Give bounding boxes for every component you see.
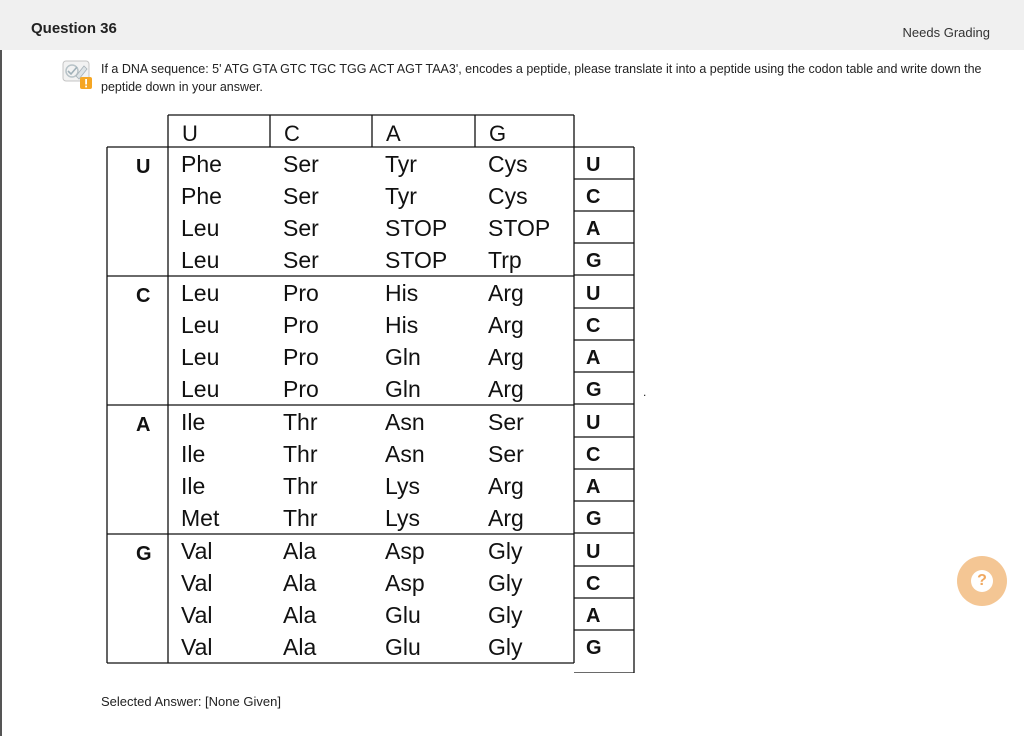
column-header: A xyxy=(386,121,401,146)
third-base-label: A xyxy=(586,347,601,369)
first-base-label: A xyxy=(136,414,151,436)
codon-table-image xyxy=(100,108,643,673)
amino-acid-cell: Lys xyxy=(385,473,420,499)
amino-acid-cell: Phe xyxy=(181,183,222,209)
amino-acid-cell: Gly xyxy=(488,570,523,596)
amino-acid-cell: Met xyxy=(181,505,220,531)
third-base-label: A xyxy=(586,218,601,240)
amino-acid-cell: Gly xyxy=(488,602,523,628)
amino-acid-cell: Tyr xyxy=(385,151,417,177)
grading-status: Needs Grading xyxy=(902,25,990,40)
amino-acid-cell: Gln xyxy=(385,376,421,402)
amino-acid-cell: Leu xyxy=(181,247,220,273)
question-title: Question 36 xyxy=(31,20,117,37)
amino-acid-cell: Glu xyxy=(385,602,421,628)
amino-acid-cell: Leu xyxy=(181,215,220,241)
third-base-label: C xyxy=(586,573,601,595)
third-base-label: G xyxy=(586,379,602,401)
amino-acid-cell: Pro xyxy=(283,376,319,402)
codon-table xyxy=(100,108,643,673)
amino-acid-cell: Asn xyxy=(385,441,425,467)
third-base-label: A xyxy=(586,476,601,498)
amino-acid-cell: Ser xyxy=(488,409,524,435)
amino-acid-cell: Cys xyxy=(488,151,528,177)
amino-acid-cell: Ile xyxy=(181,441,206,467)
third-base-label: U xyxy=(586,541,601,563)
amino-acid-cell: Asp xyxy=(385,538,425,564)
amino-acid-cell: Ser xyxy=(488,441,524,467)
amino-acid-cell: Tyr xyxy=(385,183,417,209)
third-base-label: G xyxy=(586,250,602,272)
third-base-label: U xyxy=(586,283,601,305)
amino-acid-cell: Ser xyxy=(283,183,319,209)
column-header: C xyxy=(284,121,300,146)
amino-acid-cell: His xyxy=(385,312,419,338)
trailing-mark: . xyxy=(643,385,647,399)
amino-acid-cell: STOP xyxy=(385,247,448,273)
amino-acid-cell: Leu xyxy=(181,280,220,306)
amino-acid-cell: STOP xyxy=(488,215,551,241)
amino-acid-cell: Ala xyxy=(283,538,317,564)
first-base-label: G xyxy=(136,543,152,565)
question-mark-icon: ? xyxy=(971,570,993,592)
amino-acid-cell: Thr xyxy=(283,473,318,499)
amino-acid-cell: Arg xyxy=(488,312,524,338)
help-button[interactable] xyxy=(957,556,1007,606)
amino-acid-cell: Gly xyxy=(488,634,523,660)
amino-acid-cell: Thr xyxy=(283,409,318,435)
amino-acid-cell: Cys xyxy=(488,183,528,209)
first-base-label: C xyxy=(136,285,151,307)
amino-acid-cell: Gln xyxy=(385,344,421,370)
amino-acid-cell: Thr xyxy=(283,505,318,531)
amino-acid-cell: Pro xyxy=(283,344,319,370)
amino-acid-cell: Val xyxy=(181,602,213,628)
third-base-label: A xyxy=(586,605,601,627)
amino-acid-cell: Glu xyxy=(385,634,421,660)
amino-acid-cell: Ile xyxy=(181,473,206,499)
third-base-label: G xyxy=(586,637,602,659)
amino-acid-cell: Ala xyxy=(283,634,317,660)
third-base-label: C xyxy=(586,444,601,466)
amino-acid-cell: Arg xyxy=(488,505,524,531)
amino-acid-cell: Gly xyxy=(488,538,523,564)
third-base-label: G xyxy=(586,508,602,530)
question-header xyxy=(0,0,1024,50)
amino-acid-cell: STOP xyxy=(385,215,448,241)
third-base-label: C xyxy=(586,186,601,208)
needs-grading-icon xyxy=(62,60,92,90)
amino-acid-cell: Ala xyxy=(283,570,317,596)
column-header: G xyxy=(489,121,507,146)
amino-acid-cell: Leu xyxy=(181,376,220,402)
amino-acid-cell: Ser xyxy=(283,247,319,273)
amino-acid-cell: Arg xyxy=(488,473,524,499)
amino-acid-cell: Asp xyxy=(385,570,425,596)
amino-acid-cell: Ser xyxy=(283,215,319,241)
amino-acid-cell: Thr xyxy=(283,441,318,467)
amino-acid-cell: Leu xyxy=(181,312,220,338)
column-header: U xyxy=(182,121,198,146)
amino-acid-cell: Ala xyxy=(283,602,317,628)
amino-acid-cell: Pro xyxy=(283,312,319,338)
question-text: If a DNA sequence: 5' ATG GTA GTC TGC TGG ACT AGT TAA3', encodes a peptide, please translate it into a peptide using the codon table and write down the peptide down in your answer. xyxy=(101,62,982,94)
third-base-label: U xyxy=(586,412,601,434)
amino-acid-cell: Lys xyxy=(385,505,420,531)
amino-acid-cell: Pro xyxy=(283,280,319,306)
amino-acid-cell: Trp xyxy=(488,247,522,273)
amino-acid-cell: Arg xyxy=(488,344,524,370)
amino-acid-cell: His xyxy=(385,280,419,306)
third-base-label: C xyxy=(586,315,601,337)
first-base-label: U xyxy=(136,156,151,178)
amino-acid-cell: Arg xyxy=(488,280,524,306)
amino-acid-cell: Ile xyxy=(181,409,206,435)
amino-acid-cell: Ser xyxy=(283,151,319,177)
amino-acid-cell: Asn xyxy=(385,409,425,435)
amino-acid-cell: Phe xyxy=(181,151,222,177)
amino-acid-cell: Val xyxy=(181,538,213,564)
amino-acid-cell: Val xyxy=(181,634,213,660)
selected-answer: Selected Answer: [None Given] xyxy=(101,694,281,709)
amino-acid-cell: Leu xyxy=(181,344,220,370)
third-base-label: U xyxy=(586,154,601,176)
amino-acid-cell: Val xyxy=(181,570,213,596)
amino-acid-cell: Arg xyxy=(488,376,524,402)
